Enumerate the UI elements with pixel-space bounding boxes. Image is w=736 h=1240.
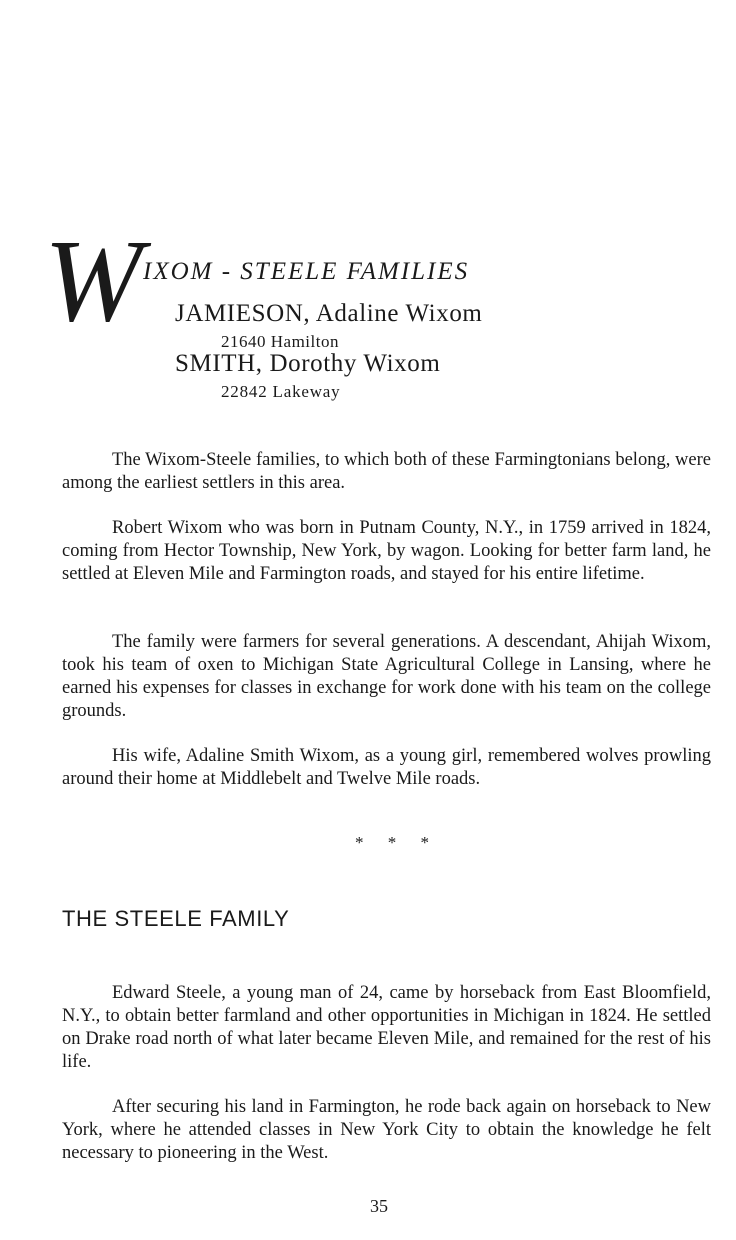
paragraph-text: Edward Steele, a young man of 24, came by horseback from East Bloomfield, N.Y., to obtain better farmland and other opportunities in Michigan in 1824. He settled on Drake road north of what later became Eleven Mile, and remained for the rest of his life. xyxy=(62,983,711,1072)
contributor-address: 21640 Hamilton xyxy=(221,332,339,351)
section-heading: THE STEELE FAMILY xyxy=(62,906,290,931)
paragraph-text: After securing his land in Farmington, he rode back again on horseback to New York, where he attended classes in New York City to obtain the knowledge he felt necessary to pioneering in the West. xyxy=(62,1097,711,1163)
chapter-title: IXOM - STEELE FAMILIES xyxy=(143,258,470,285)
contributor-name: JAMIESON, Adaline Wixom xyxy=(175,300,483,327)
contributor-address: 22842 Lakeway xyxy=(221,382,341,401)
section-separator: * * * xyxy=(355,833,439,852)
page-number: 35 xyxy=(370,1196,388,1216)
contributor-name: SMITH, Dorothy Wixom xyxy=(175,350,441,377)
paragraph-text: His wife, Adaline Smith Wixom, as a young girl, remembered wolves prowling around their home at Middlebelt and Twelve Mile roads. xyxy=(62,746,711,789)
paragraph xyxy=(62,449,711,495)
paragraph xyxy=(62,982,711,1074)
paragraph xyxy=(62,631,711,723)
paragraph xyxy=(62,745,711,791)
drop-cap-letter: W xyxy=(44,215,143,346)
paragraph xyxy=(62,1096,711,1165)
paragraph-text: Robert Wixom who was born in Putnam County, N.Y., in 1759 arrived in 1824, coming from Hector Township, New York, by wagon. Looking for better farm land, he settled at Eleven Mile and Farmington roads, and stayed for his entire lifetime. xyxy=(62,518,711,584)
paragraph-text: The family were farmers for several generations. A descendant, Ahijah Wixom, took his team of oxen to Michigan State Agricultural College in Lansing, where he earned his expenses for classes in exchange for work done with his team on the college grounds. xyxy=(62,632,711,721)
paragraph xyxy=(62,517,711,586)
paragraph-text: The Wixom-Steele families, to which both of these Farmingtonians belong, were among the earliest settlers in this area. xyxy=(62,450,711,493)
